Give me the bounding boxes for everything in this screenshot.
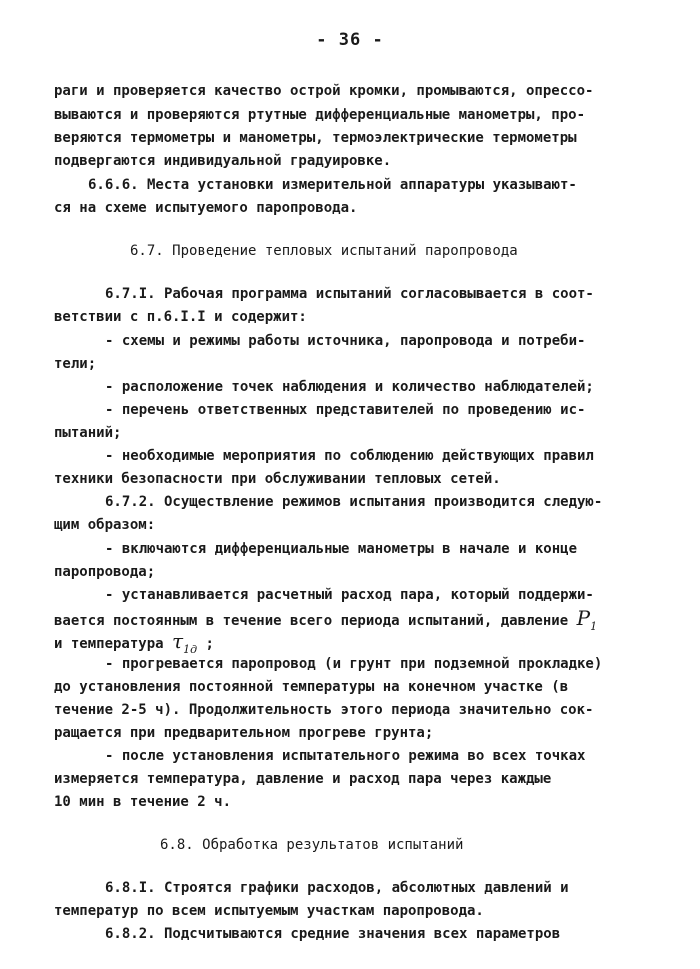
text-line: подвергаются индивидуальной градуировке. — [54, 153, 392, 169]
text-line: вываются и проверяются ртутные дифференциальные манометры, про- — [54, 107, 586, 123]
text-line: - устанавливается расчетный расход пара, который поддержи- — [105, 587, 594, 603]
text-line: техники безопасности при обслуживании тепловых сетей. — [54, 471, 501, 487]
text-line: ращается при предварительном прогреве грунта; — [54, 725, 434, 741]
text-line: паропровода; — [54, 564, 156, 580]
text-line-content: и температура — [54, 636, 164, 652]
text-line: измеряется температура, давление и расход пара через каждые — [54, 771, 552, 787]
section-heading: 6.8. Обработка результатов испытаний — [160, 837, 464, 853]
text-line: течение 2-5 ч). Продолжительность этого периода значительно сок- — [54, 702, 594, 718]
text-line: - прогревается паропровод (и грунт при подземной прокладке) — [105, 656, 603, 672]
text-line: 6.8.2. Подсчитываются средние значения всех параметров — [105, 926, 561, 942]
text-line: температур по всем испытуемым участкам паропровода. — [54, 903, 484, 919]
section-heading: 6.7. Проведение тепловых испытаний паропровода — [130, 243, 518, 259]
text-line: ся на схеме испытуемого паропровода. — [54, 200, 358, 216]
text-line: 10 мин в течение 2 ч. — [54, 794, 232, 810]
text-line: раги и проверяется качество острой кромки, промываются, опрессо- — [54, 83, 594, 99]
text-line: 6.7.2. Осуществление режимов испытания производится следую- — [105, 494, 603, 510]
text-line: - расположение точек наблюдения и количество наблюдателей; — [105, 379, 594, 395]
text-line: ветствии с п.6.I.I и содержит: — [54, 309, 307, 325]
text-line: и температура $\tau_{1д}$ ; — [54, 629, 214, 656]
text-line: 6.6.6. Места установки измерительной аппаратуры указывают- — [88, 177, 577, 193]
text-line: до установления постоянной температуры на конечном участке (в — [54, 679, 569, 695]
text-line-content: вается постоянным в течение всего периода испытаний, давление — [54, 613, 569, 629]
pressure-symbol: $P_1$ — [576, 606, 598, 633]
text-line: 6.7.I. Рабочая программа испытаний согласовывается в соот- — [105, 286, 594, 302]
text-line: - включаются дифференциальные манометры в начале и конце — [105, 541, 578, 557]
text-line: веряются термометры и манометры, термоэлектрические термометры — [54, 130, 577, 146]
text-line: - после установления испытательного режима во всех точках — [105, 748, 586, 764]
text-line: тели; — [54, 356, 97, 372]
text-line: - схемы и режимы работы источника, паропровода и потреби- — [105, 333, 586, 349]
text-line: 6.8.I. Строятся графики расходов, абсолютных давлений и — [105, 880, 569, 896]
text-line: пытаний; — [54, 425, 122, 441]
page-number: - 36 - — [316, 30, 384, 50]
text-line: щим образом: — [54, 517, 156, 533]
text-line: - перечень ответственных представителей по проведению ис- — [105, 402, 586, 418]
temperature-symbol: $\tau_{1д}$ — [172, 629, 198, 656]
text-line: - необходимые мероприятия по соблюдению действующих правил — [105, 448, 594, 464]
